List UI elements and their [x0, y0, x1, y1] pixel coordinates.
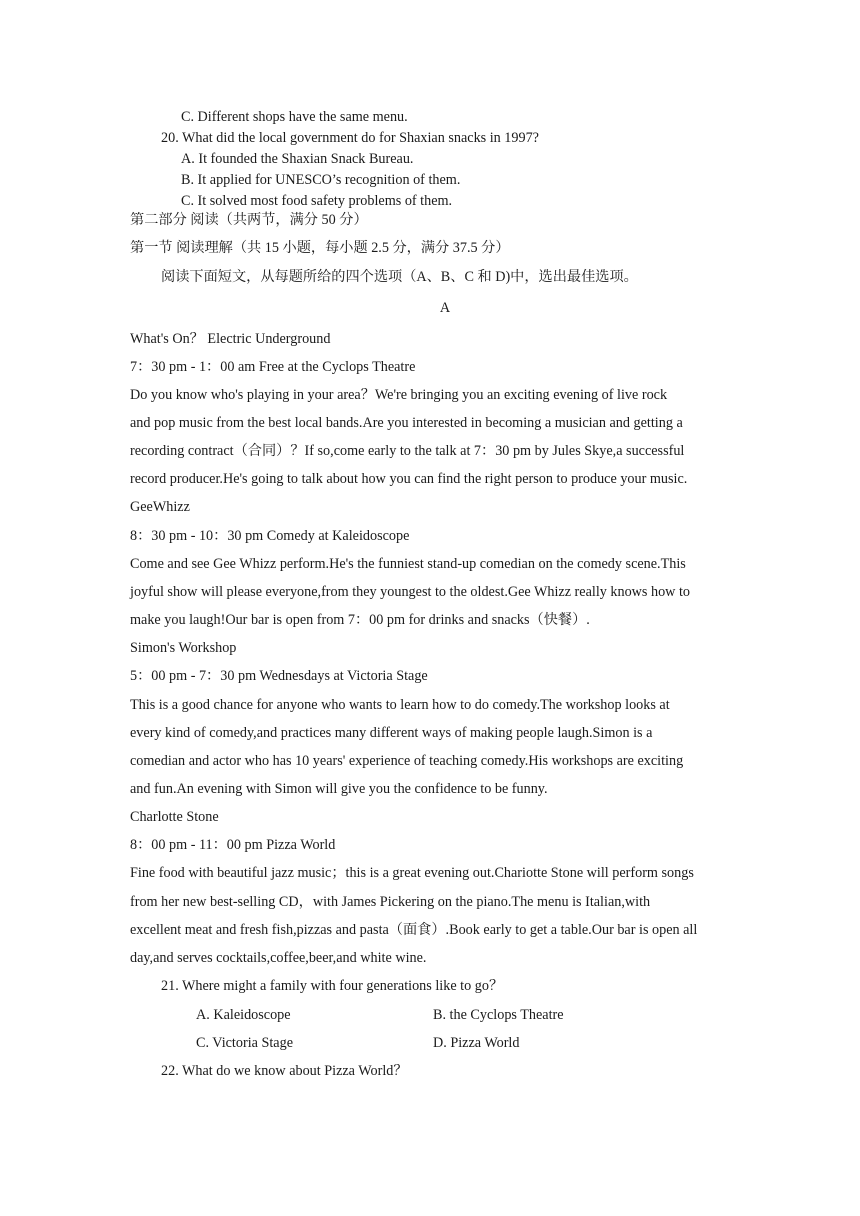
event-text-line: from her new best-selling CD，with James Pickering on the piano.The menu is Italian,with — [130, 894, 651, 910]
event-text-line: excellent meat and fresh fish,pizzas and pasta（面食）.Book early to get a table.Our bar is open all — [130, 922, 698, 938]
event-text-line: Do you know who's playing in your area？We're bringing you an exciting evening of live rock — [130, 387, 668, 403]
q21-option-b: B. the Cyclops Theatre — [433, 1007, 564, 1023]
q20-option-c: C. It solved most food safety problems of them. — [181, 193, 453, 209]
q22-stem: 22. What do we know about Pizza World？ — [161, 1063, 408, 1079]
q21-option-a: A. Kaleidoscope — [196, 1007, 291, 1023]
event-name: Simon's Workshop — [130, 640, 237, 656]
passage-label: A — [439, 300, 451, 316]
subsection-title: 第一节 阅读理解（共 15 小题，每小题 2.5 分，满分 37.5 分） — [130, 240, 510, 256]
q21-stem: 21. Where might a family with four generations like to go？ — [161, 978, 504, 994]
q20-option-b: B. It applied for UNESCO’s recognition of them. — [181, 172, 461, 188]
instructions: 阅读下面短文，从每题所给的四个选项（A、B、C 和 D)中，选出最佳选项。 — [161, 269, 638, 285]
event-name: GeeWhizz — [130, 499, 190, 515]
event-time-place: 8：30 pm - 10：30 pm Comedy at Kaleidoscope — [130, 528, 410, 544]
event-text-line: day,and serves cocktails,coffee,beer,and white wine. — [130, 950, 427, 966]
q21-option-d: D. Pizza World — [433, 1035, 520, 1051]
q20-stem: 20. What did the local government do for Shaxian snacks in 1997? — [161, 130, 539, 146]
event-text-line: make you laugh!Our bar is open from 7：00 pm for drinks and snacks（快餐）. — [130, 612, 590, 628]
event-text-line: and pop music from the best local bands.Are you interested in becoming a musician and getting a — [130, 415, 683, 431]
part-title: 第二部分 阅读（共两节，满分 50 分） — [130, 212, 368, 228]
event-text-line: comedian and actor who has 10 years' experience of teaching comedy.His workshops are exciting — [130, 753, 684, 769]
event-text-line: joyful show will please everyone,from they youngest to the oldest.Gee Whizz really knows how to — [130, 584, 691, 600]
event-time-place: 7：30 pm - 1：00 am Free at the Cyclops Theatre — [130, 359, 416, 375]
q20-option-a: A. It founded the Shaxian Snack Bureau. — [181, 151, 414, 167]
event-text-line: Come and see Gee Whizz perform.He's the funniest stand-up comedian on the comedy scene.This — [130, 556, 686, 572]
passage-heading: What's On？ Electric Underground — [130, 331, 331, 347]
q19-option-c: C. Different shops have the same menu. — [181, 109, 408, 125]
event-time-place: 5：00 pm - 7：30 pm Wednesdays at Victoria Stage — [130, 668, 428, 684]
event-name: Charlotte Stone — [130, 809, 219, 825]
q21-option-c: C. Victoria Stage — [196, 1035, 293, 1051]
event-text-line: and fun.An evening with Simon will give you the confidence to be funny. — [130, 781, 548, 797]
event-text-line: Fine food with beautiful jazz music；this is a great evening out.Chariotte Stone will perform songs — [130, 865, 694, 881]
event-text-line: record producer.He's going to talk about how you can find the right person to produce your music. — [130, 471, 688, 487]
event-text-line: This is a good chance for anyone who wants to learn how to do comedy.The workshop looks at — [130, 697, 670, 713]
event-time-place: 8：00 pm - 11：00 pm Pizza World — [130, 837, 336, 853]
event-text-line: recording contract（合同）？If so,come early to the talk at 7：30 pm by Jules Skye,a successful — [130, 443, 685, 459]
event-text-line: every kind of comedy,and practices many different ways of making people laugh.Simon is a — [130, 725, 653, 741]
